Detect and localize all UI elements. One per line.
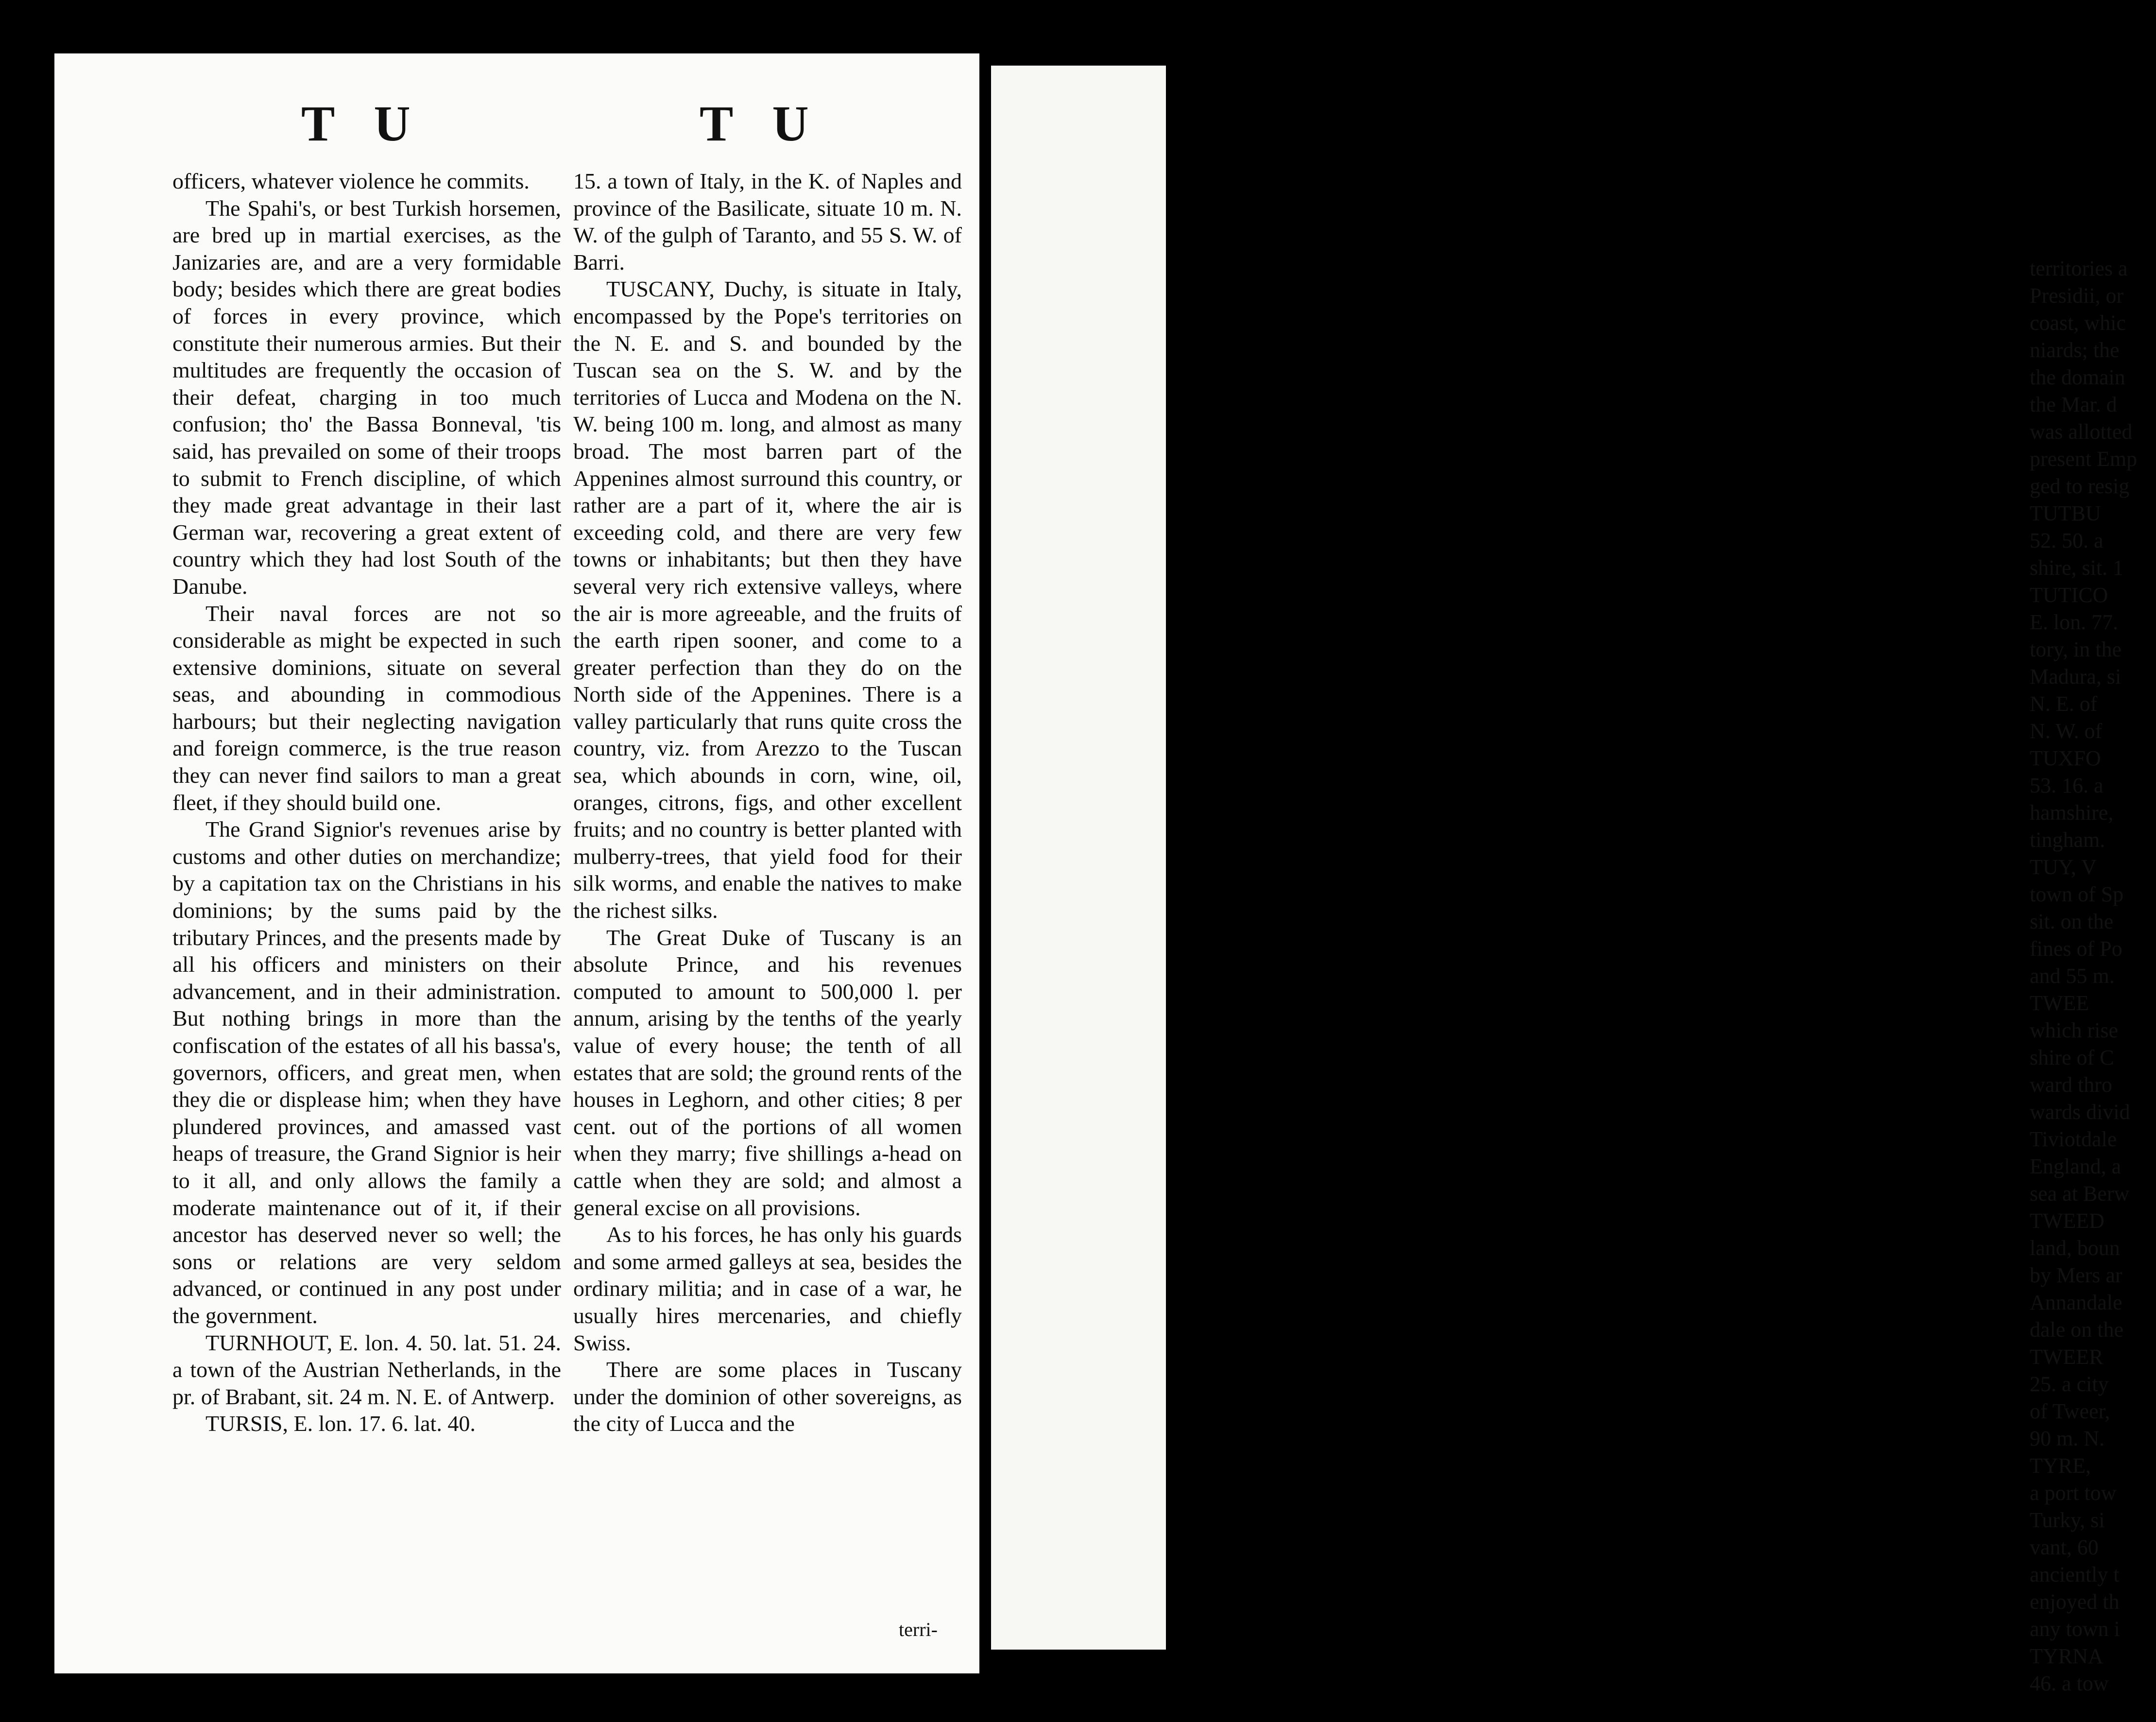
running-head-right: T U	[700, 96, 822, 152]
adjacent-page-line: any town i	[2030, 1617, 2120, 1641]
adjacent-page-line: 25. a city	[2030, 1372, 2109, 1396]
adjacent-page-line: enjoyed th	[2030, 1590, 2120, 1614]
adjacent-page-text	[2030, 255, 2156, 1697]
adjacent-page-line: N. W. of	[2030, 719, 2103, 743]
adjacent-page-line: fines of Po	[2030, 937, 2122, 961]
adjacent-page-line: land, boun	[2030, 1236, 2120, 1260]
adjacent-page-line: tingham.	[2030, 828, 2105, 852]
adjacent-page-line: shire, sit. 1	[2030, 556, 2124, 580]
adjacent-page-line: of Tweer,	[2030, 1399, 2110, 1423]
adjacent-page-line: anciently t	[2030, 1563, 2120, 1586]
paragraph: There are some places in Tuscany under the dominion of other sovereigns, as the city of Lucca and the	[573, 1357, 962, 1436]
adjacent-page-line: the domain	[2030, 365, 2125, 389]
adjacent-page-line: tory, in the	[2030, 637, 2122, 661]
adjacent-page-line: E. lon. 77.	[2030, 610, 2119, 634]
adjacent-page-line: Tiviotdale	[2030, 1127, 2117, 1151]
adjacent-page-line: sea at Berw	[2030, 1182, 2130, 1205]
adjacent-page-line: 46. a tow	[2030, 1671, 2109, 1695]
adjacent-page-line: TYRE,	[2030, 1454, 2091, 1478]
adjacent-page-line: Annandale	[2030, 1291, 2122, 1314]
adjacent-page-line: 90 m. N.	[2030, 1427, 2105, 1450]
adjacent-page-line: 53. 16. a	[2030, 774, 2104, 797]
adjacent-page-line: ged to resig	[2030, 474, 2130, 498]
adjacent-page-line: vant, 60	[2030, 1535, 2099, 1559]
adjacent-page	[991, 66, 2138, 1695]
adjacent-page-line: niards; the	[2030, 338, 2120, 362]
adjacent-page-line: Madura, si	[2030, 665, 2122, 689]
adjacent-page-line: and 55 m.	[2030, 964, 2115, 988]
catchword: terri-	[899, 1619, 938, 1640]
adjacent-page-line: 52. 50. a	[2030, 529, 2104, 552]
paragraph: TURSIS, E. lon. 17. 6. lat. 40.	[205, 1411, 476, 1436]
paragraph: 15. a town of Italy, in the K. of Naples and province of the Basilicate, situate 10 m. N. W. of the gulph of Taranto, and 55 S. W. of Barri.	[573, 169, 962, 275]
paragraph: officers, whatever violence he commits.	[172, 169, 530, 193]
adjacent-page-line: ward thro	[2030, 1073, 2112, 1097]
adjacent-page-line: by Mers ar	[2030, 1263, 2122, 1287]
adjacent-page-line: England, a	[2030, 1154, 2122, 1178]
adjacent-page-line: N. E. of	[2030, 692, 2098, 716]
paragraph: As to his forces, he has only his guards and some armed galleys at sea, besides the ordinary militia; and in case of a war, he usually hires mercenaries, and chiefly Swiss.	[573, 1222, 962, 1355]
adjacent-page-line: TYRNA	[2030, 1644, 2104, 1668]
adjacent-page-line: town of Sp	[2030, 882, 2124, 906]
adjacent-page-line: coast, whic	[2030, 311, 2126, 335]
paragraph: TURNHOUT, E. lon. 4. 50. lat. 51. 24. a town of the Austrian Netherlands, in the pr. of Brabant, sit. 24 m. N. E. of Antwerp.	[172, 1330, 561, 1409]
adjacent-page-line: dale on the	[2030, 1318, 2124, 1342]
adjacent-page-line: which rise	[2030, 1018, 2119, 1042]
adjacent-page-line: present Emp	[2030, 447, 2138, 471]
adjacent-page-line: territories a	[2030, 257, 2128, 280]
paragraph: The Spahi's, or best Turkish horsemen, are bred up in martial exercises, as the Janizaries are, and are a very formidable body; besides which there are great bodies of forces in every province, which constitute their numerous armies. But their multitudes are frequently the occasion of their defeat, charging in too much confusion; tho' the Bassa Bonneval, 'tis said, has prevailed on some of their troops to submit to French discipline, of which they made great advantage in their last German war, recovering a great extent of country which they had lost South of the Danube.	[172, 195, 561, 599]
adjacent-page-line: hamshire,	[2030, 801, 2114, 825]
adjacent-page-line: Turky, si	[2030, 1508, 2105, 1532]
adjacent-page-line: TWEE	[2030, 991, 2089, 1015]
adjacent-page-line: Presidii, or	[2030, 284, 2124, 308]
adjacent-page-line: a port tow	[2030, 1481, 2117, 1505]
paragraph: Their naval forces are not so considerable as might be expected in such extensive dominions, situate on several seas, and abounding in commodious harbours; but their neglecting navigation and foreign commerce, is the true reason they can never find sailors to man a great fleet, if they should build one.	[172, 601, 561, 815]
adjacent-page-line: wards divid	[2030, 1100, 2130, 1124]
running-head-left: T U	[301, 96, 424, 152]
adjacent-page-line: sit. on the	[2030, 910, 2114, 933]
text-column-middle	[573, 168, 962, 1437]
adjacent-page-line: TWEED	[2030, 1209, 2105, 1233]
book-gutter	[980, 53, 991, 1673]
paragraph: TUSCANY, Duchy, is situate in Italy, encompassed by the Pope's territories on the N. E. and S. and bounded by the Tuscan sea on the S. W. and by the territories of Lucca and Modena on the N. W. being 100 m. long, and almost as many broad. The most barren part of the Appenines almost surround this country, or rather are a part of it, where the air is exceeding cold, and there are very few towns or inhabitants; but then they have several very rich extensive valleys, where the air is more agreeable, and the fruits of the earth ripen sooner, and come to a greater perfection than they do on the North side of the Appenines. There is a valley particularly that runs quite cross the country, viz. from Arezzo to the Tuscan sea, which abounds in corn, wine, oil, oranges, citrons, figs, and other excellent fruits; and no country is better planted with mulberry-trees, that yield food for their silk worms, and enable the natives to make the richest silks.	[573, 276, 962, 923]
adjacent-page-line: TUXFO	[2030, 746, 2101, 770]
paragraph: The Grand Signior's revenues arise by customs and other duties on merchandize; by a capitation tax on the Christians in his dominions; by the sums paid by the tributary Princes, and the presents made by all his officers and ministers on their advancement, and in their administration. But nothing brings in more than the confiscation of the estates of all his bassa's, governors, officers, and great men, when they die or displease him; when they have plundered provinces, and amassed vast heaps of treasure, the Grand Signior is heir to it all, and only allows the family a moderate maintenance out of it, if their ancestor has deserved never so well; the sons or relations are very seldom advanced, or continued in any post under the government.	[172, 817, 561, 1328]
adjacent-page-line: TWEER	[2030, 1345, 2104, 1369]
text-column-left	[172, 168, 561, 1437]
paragraph: The Great Duke of Tuscany is an absolute Prince, and his revenues computed to amount to 500,000 l. per annum, arising by the tenths of the yearly value of every house; the tenth of all estates that are sold; the ground rents of the houses in Leghorn, and other cities; 8 per cent. out of the portions of all women when they marry; five shillings a-head on cattle when they are sold; and almost a general excise on all provisions.	[573, 925, 962, 1220]
adjacent-page-line: TUTBU	[2030, 501, 2101, 525]
adjacent-page-line: was allotted	[2030, 420, 2133, 444]
adjacent-page-line: shire of C	[2030, 1046, 2114, 1069]
adjacent-page-line: TUY, V	[2030, 855, 2097, 879]
adjacent-page-line: the Mar. d	[2030, 393, 2117, 416]
adjacent-page-line: TUTICO	[2030, 583, 2108, 607]
